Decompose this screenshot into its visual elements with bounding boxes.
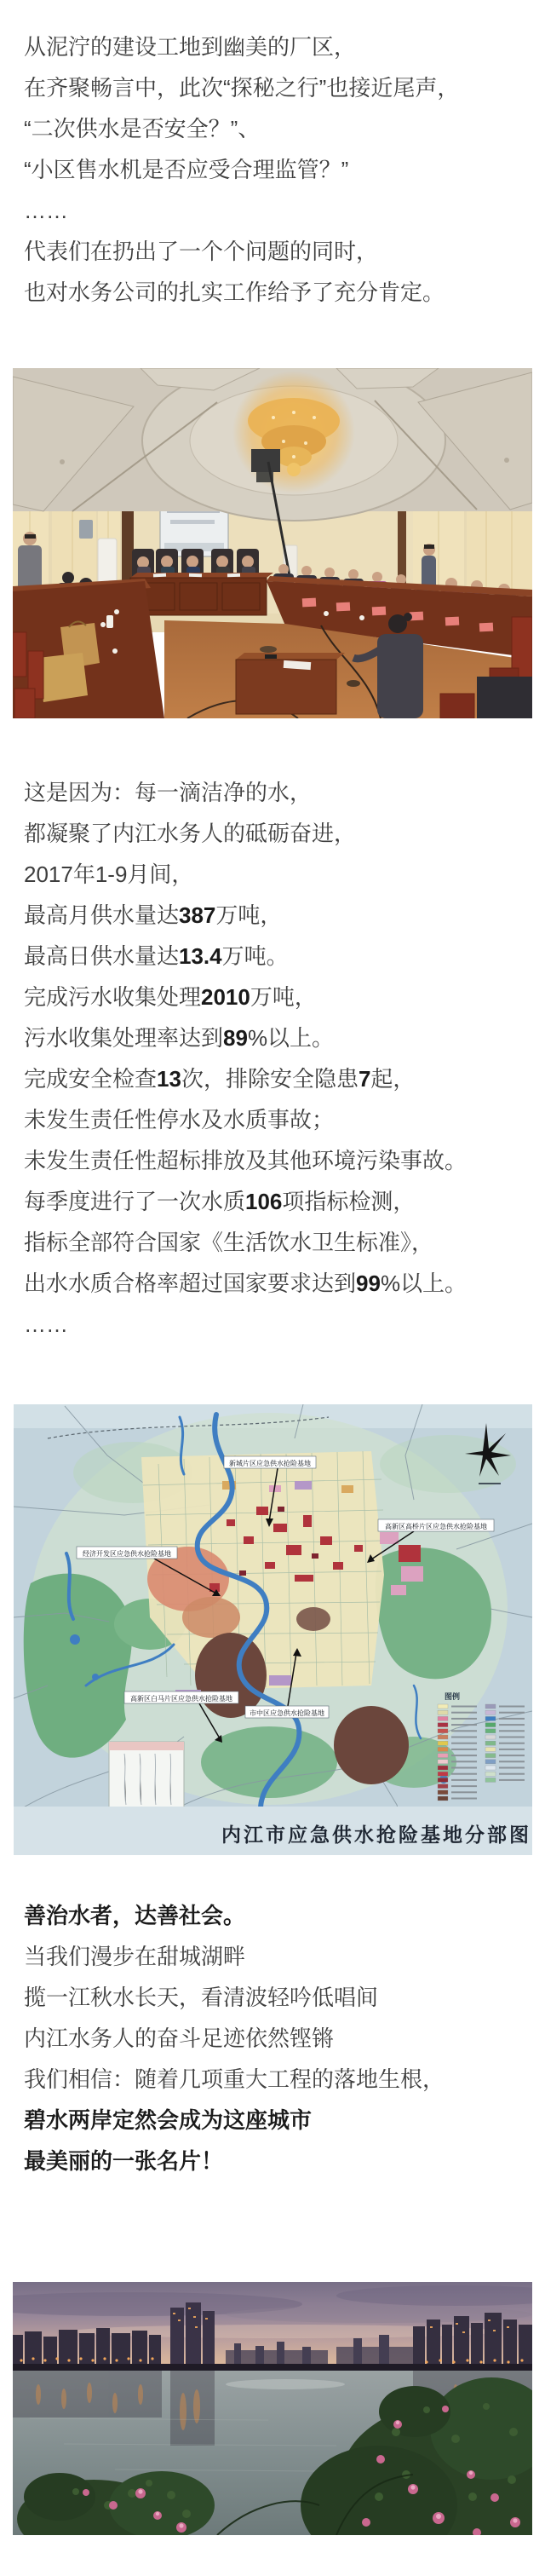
stat-line: 完成安全检查13次，排除安全隐患7起，	[24, 1066, 416, 1092]
svg-text:高新区高桥片区应急供水抢险基地: 高新区高桥片区应急供水抢险基地	[385, 1523, 487, 1530]
text-line: 未发生责任性停水及水质事故；	[24, 1107, 335, 1132]
text-line: 揽一江秋水长天，看清波轻吟低唱间	[24, 1985, 379, 2010]
intro-paragraph	[24, 26, 531, 313]
text-line: 内江水务人的奋斗足迹依然铿锵	[24, 2026, 335, 2051]
ellipsis-line: ……	[24, 198, 68, 223]
text-line: 这是因为：每一滴洁净的水，	[24, 780, 313, 805]
text-line: 都凝聚了内江水务人的砥砺奋进，	[24, 821, 357, 846]
text-line: 指标全部符合国家《生活饮水卫生标准》，	[24, 1230, 434, 1255]
map-illustration	[14, 1404, 532, 1855]
legend-title: 图例	[445, 1692, 461, 1701]
closing-paragraph	[24, 1895, 531, 2181]
text-line: 2017年1-9月间，	[24, 862, 194, 887]
text-line: 当我们漫步在甜城湖畔	[24, 1944, 246, 1969]
text-line: 我们相信：随着几项重大工程的落地生根，	[24, 2066, 445, 2092]
stat-line: 每季度进行了一次水质106项指标检测，	[24, 1189, 416, 1214]
text-line: “小区售水机是否应受合理监管？”	[24, 157, 349, 182]
map-inset-table	[109, 1742, 184, 1810]
text-line: 代表们在扔出了一个个问题的同时，	[24, 239, 379, 264]
speaker-box	[79, 520, 93, 539]
emergency-water-map[interactable]	[14, 1404, 532, 1855]
text-line: 未发生责任性超标排放及其他环境污染事故。	[24, 1148, 468, 1173]
ellipsis-line: ……	[24, 1311, 68, 1337]
stat-line: 出水水质合格率超过国家要求达到99%以上。	[24, 1271, 468, 1296]
text-line: 从泥泞的建设工地到幽美的厂区，	[24, 34, 357, 60]
chandelier	[232, 371, 355, 493]
river-dusk-photo[interactable]	[13, 2282, 532, 2535]
stat-line: 最高月供水量达387万吨，	[24, 902, 283, 928]
laptop-person	[477, 677, 532, 718]
text-line: 在齐聚畅言中，此次“探秘之行”也接近尾声，	[24, 75, 460, 101]
svg-text:经济开发区应急供水抢险基地: 经济开发区应急供水抢险基地	[83, 1550, 171, 1558]
stat-line: 完成污水收集处理2010万吨，	[24, 984, 317, 1010]
map-caption: 内江市应急供水抢险基地分部图	[221, 1824, 531, 1847]
svg-text:高新区白马片区应急供水抢险基地: 高新区白马片区应急供水抢险基地	[130, 1695, 232, 1703]
svg-text:市中区应急供水抢险基地: 市中区应急供水抢险基地	[250, 1709, 324, 1717]
river-dusk-illustration	[13, 2282, 532, 2535]
stat-line: 最高日供水量达13.4万吨。	[24, 943, 289, 969]
meeting-room-illustration	[13, 368, 532, 718]
meeting-room-photo[interactable]	[13, 368, 532, 718]
shoreline	[13, 2364, 532, 2371]
text-line: “二次供水是否安全？”、	[24, 116, 261, 141]
stats-paragraph	[24, 772, 531, 1345]
text-line-bold: 善治水者，达善社会。	[24, 1903, 246, 1928]
text-line-bold: 最美丽的一张名片！	[24, 2148, 224, 2174]
stat-line: 污水收集处理率达到89%以上。	[24, 1025, 335, 1051]
svg-text:新城片区应急供水抢险基地: 新城片区应急供水抢险基地	[229, 1460, 311, 1467]
text-line-bold: 碧水两岸定然会成为这座城市	[24, 2107, 313, 2133]
text-line: 也对水务公司的扎实工作给予了充分肯定。	[24, 279, 445, 305]
